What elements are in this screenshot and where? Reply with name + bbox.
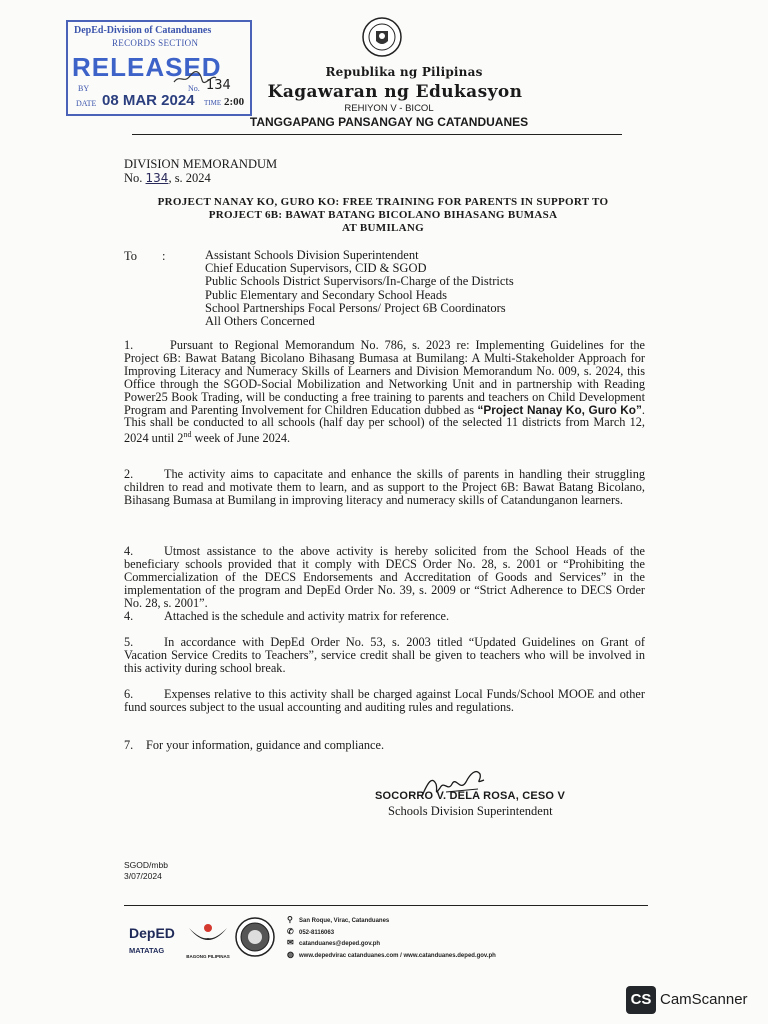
paragraph-number: 6. — [124, 687, 134, 701]
footer-contacts — [287, 915, 496, 961]
paragraph-text: Attached is the schedule and activity matrix for reference. — [164, 609, 450, 623]
stamp-no-value: 134 — [206, 78, 231, 93]
paragraph-1 — [124, 339, 645, 445]
project-name: “Project Nanay Ko, Guro Ko” — [477, 402, 642, 417]
paragraph-text-end: week of June 2024. — [191, 431, 291, 446]
paragraph-4-attachment — [124, 610, 645, 623]
header-divider — [132, 134, 622, 135]
stamp-time-label: TIME — [204, 99, 222, 107]
matatag-logo-text: MATATAG — [129, 946, 165, 955]
paragraph-number: 2. — [124, 467, 134, 481]
header-republic: Republika ng Pilipinas — [325, 65, 483, 79]
recipient-item: Chief Education Supervisors, CID & SGOD — [205, 261, 427, 276]
recipient-list — [205, 249, 514, 328]
camscanner-label: CamScanner — [660, 991, 748, 1008]
globe-icon: ◍ — [287, 949, 294, 959]
address-text: San Roque, Virac, Catanduanes — [299, 918, 390, 924]
recipient-item: Public Elementary and Secondary School Heads — [205, 287, 447, 302]
header-region: REHIYON V - BICOL — [344, 103, 434, 114]
paragraph-4-assistance — [124, 545, 645, 610]
camscanner-logo-icon: CS — [626, 986, 656, 1014]
paragraph-text: Utmost assistance to the above activity is hereby solicited from the School Heads of the beneficiary schools provided that it comply with DECS Order No. 28, s. 2001 or “Prohibiting the Commercialization of the DECS Endorsements and Accreditation of Goods and Services” in the implementation of the program and DepEd Order No. 39, s. 2009 or “Strict Adherence to DECS Order No. 28, s. 2001”. — [124, 544, 645, 610]
bagong-pilipinas-text: BAGONG PILIPINAS — [186, 954, 230, 959]
memo-no-value: 134 — [145, 171, 169, 185]
paragraph-6 — [124, 688, 645, 714]
email-icon: ✉ — [287, 938, 294, 947]
website-text: www.depedvirac catanduanes.com / www.catanduanes.deped.gov.ph — [299, 952, 496, 959]
stamp-status: RELEASED — [72, 52, 222, 82]
paragraph-number: 1. — [124, 338, 134, 352]
header-office: TANGGAPANG PANSANGAY NG CATANDUANES — [249, 115, 529, 129]
deped-matatag-logo — [126, 915, 180, 961]
phone-icon: ✆ — [287, 926, 294, 936]
recipient-item: School Partnerships Focal Persons/ Project 6B Coordinators — [205, 300, 506, 315]
footer-divider — [124, 905, 648, 906]
memo-series: , s. 2024 — [168, 171, 211, 185]
phone-text: 052-8116063 — [299, 929, 335, 936]
bagong-pilipinas-logo — [185, 918, 231, 962]
memo-number — [124, 171, 211, 186]
location-pin-icon: ⚲ — [287, 915, 293, 924]
deped-logo-text: DepED — [129, 925, 175, 941]
paragraph-text: The activity aims to capacitate and enhance the skills of parents in handling their struggling children to read and motivate them to learn, and as support to the Project 6B: Bawat Batang Bicolano, Bihasang Bumasa at Bumilang in improving literacy and numeracy skills of Catandunganon learners. — [124, 467, 645, 507]
email-text: catanduanes@deped.gov.ph — [299, 941, 381, 947]
signatory-name: SOCORRO V. DELA ROSA, CESO V — [375, 790, 565, 802]
subject-line: PROJECT 6B: BAWAT BATANG BICOLANO BIHASANG BUMASA — [208, 209, 558, 221]
reference-initials: SGOD/mbb — [124, 860, 168, 870]
stamp-section: RECORDS SECTION — [112, 38, 199, 48]
subject-line: AT BUMILANG — [341, 222, 425, 234]
paragraph-number: 7. — [124, 738, 134, 752]
subject-line: PROJECT NANAY KO, GURO KO: FREE TRAINING FOR PARENTS IN SUPPORT TO — [157, 196, 609, 208]
paragraph-2 — [124, 468, 645, 507]
contact-phone — [287, 927, 496, 939]
paragraph-7 — [124, 739, 645, 752]
paragraph-text: In accordance with DepEd Order No. 53, s. 2003 titled “Updated Guidelines on Grant of Vacation Service Credits to Teachers”, service credit shall be given to teachers who will be involved in this activity during school break. — [124, 635, 645, 675]
to-colon: : — [162, 249, 166, 263]
stamp-date-value: 08 MAR 2024 — [102, 92, 195, 109]
paragraph-5 — [124, 636, 645, 675]
reference-date: 3/07/2024 — [124, 871, 162, 881]
stamp-time-value: 2:00 — [224, 96, 245, 108]
recipient-item: All Others Concerned — [205, 314, 315, 329]
recipient-item: Assistant Schools Division Superintendent — [205, 248, 419, 262]
signatory-position: Schools Division Superintendent — [388, 804, 553, 818]
paragraph-text: For your information, guidance and compliance. — [146, 738, 385, 752]
stamp-by-label: BY — [78, 84, 90, 93]
memo-subject — [124, 196, 642, 235]
paragraph-text-cont: . This shall be conducted to all schools (half day per school) of the selected 11 districts from March 12, 2024 until 2 — [124, 402, 645, 446]
memo-type: DIVISION MEMORANDUM — [124, 157, 278, 171]
contact-website — [287, 950, 496, 962]
stamp-no-label: No. — [188, 84, 200, 93]
ordinal-suffix: nd — [183, 430, 192, 440]
bagong-pilipinas-icon — [185, 918, 231, 954]
contact-email — [287, 938, 496, 950]
paragraph-number: 4. — [124, 544, 134, 558]
header-department: Kagawaran ng Edukasyon — [267, 82, 523, 102]
to-label: To — [124, 249, 138, 263]
stamp-date-label: DATE — [76, 99, 97, 108]
division-seal-icon — [235, 917, 275, 957]
contact-address — [287, 915, 496, 927]
paragraph-text: Pursuant to Regional Memorandum No. 786, s. 2023 re: Implementing Guidelines for the Project 6B: Bawat Batang Bicolano Bihasang Bumasa at Bumilang: A Multi-Stakeholder Approach for Improving Literacy and Numeracy Skills of Learners and Division Memorandum No. 009, s. 2024, this Office through the SGOD-Social Mobilization and Networking Unit and in partnership with Reading Power25 Book Trading, will be conducting a free training to parents and teachers on Child Development Program and Parenting Involvement for Children Education dubbed as — [124, 338, 645, 417]
paragraph-number: 5. — [124, 635, 134, 649]
paragraph-number: 4. — [124, 609, 134, 623]
paragraph-text: Expenses relative to this activity shall be charged against Local Funds/School MOOE and other fund sources subject to the usual accounting and auditing rules and regulations. — [124, 687, 645, 714]
deped-seal-icon — [362, 17, 402, 57]
memo-no-prefix: No. — [124, 171, 143, 185]
recipient-item: Public Schools District Supervisors/In-Charge of the Districts — [205, 274, 514, 289]
stamp-office: DepEd-Division of Catanduanes — [74, 25, 212, 36]
